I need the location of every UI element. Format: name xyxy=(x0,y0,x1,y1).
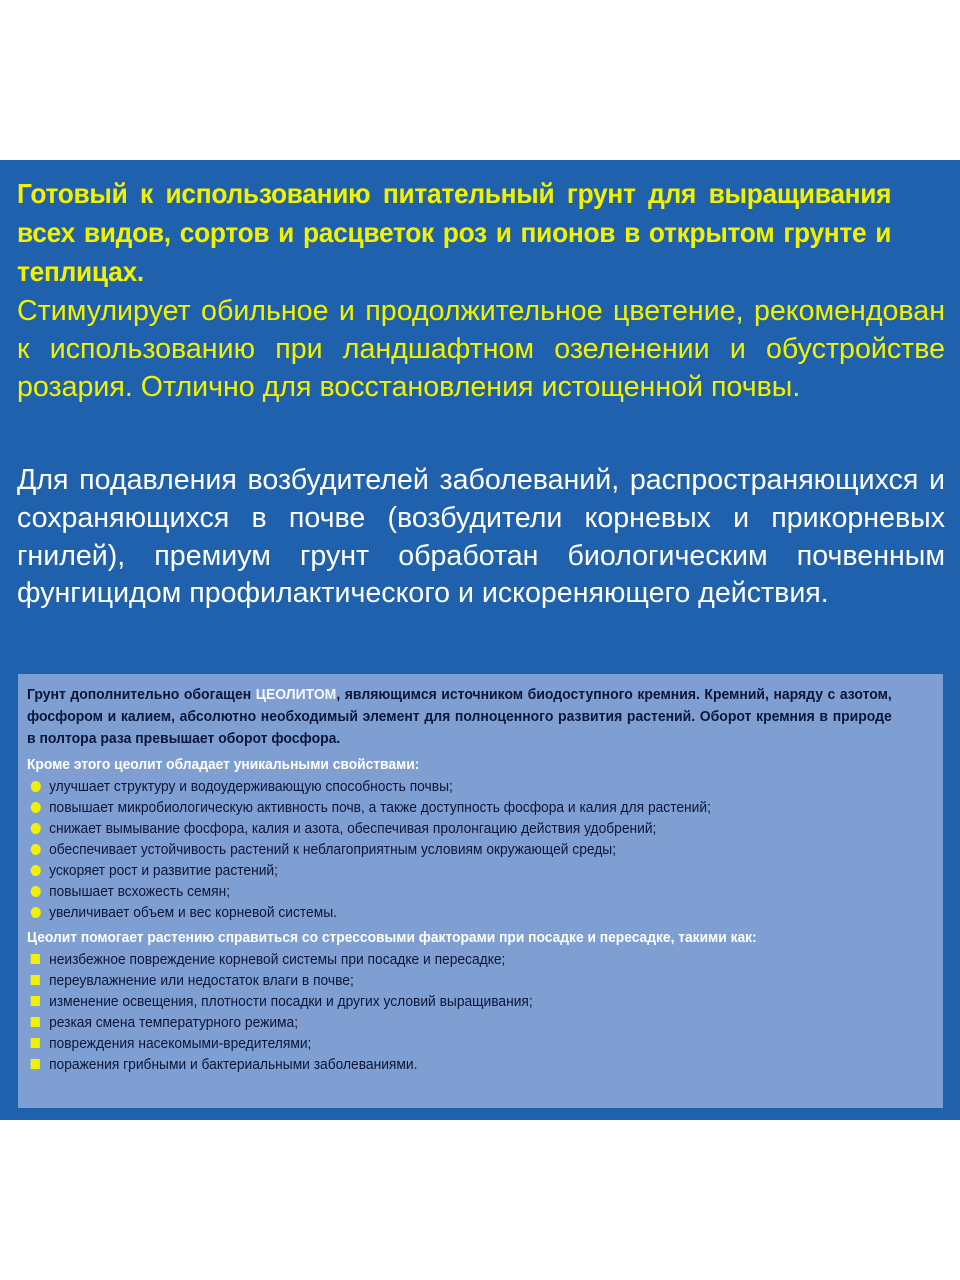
info-panel xyxy=(0,160,960,1120)
list-item xyxy=(27,860,892,881)
headline: Готовый к использованию питательный грунт для выращивания всех видов, сортов и расцветок роз и пионов в открытом грунте и теплицах. xyxy=(17,178,892,287)
property-text: увеличивает объем и вес корневой системы. xyxy=(49,904,337,921)
list-item xyxy=(27,970,892,991)
fungicide-paragraph: Для подавления возбудителей заболеваний, распространяющихся и сохраняющихся в почве (возбудители корневых и прикорневых гнилей), премиум грунт обработан биологическим почвенным фунгицидом профилактического и искореняющего действия. xyxy=(17,464,945,610)
list-item xyxy=(27,902,892,923)
benefits-paragraph: Стимулирует обильное и продолжительное цветение, рекомендован к использованию при ландшафтном озеленении и обустройстве розария. Отлично для восстановления истощенной почвы. xyxy=(17,295,945,403)
zeolite-highlight: ЦЕОЛИТОМ xyxy=(255,686,337,703)
stress-factor-text: изменение освещения, плотности посадки и других условий выращивания; xyxy=(49,993,533,1010)
property-text: повышает всхожесть семян; xyxy=(49,883,231,900)
list-item xyxy=(27,1033,892,1054)
yellow-square-bullet-icon xyxy=(31,975,40,985)
list-item xyxy=(27,797,892,818)
stress-factor-text: поражения грибными и бактериальными заболеваниями. xyxy=(49,1056,418,1073)
yellow-square-bullet-icon xyxy=(31,1038,40,1048)
intro-text-start: Грунт дополнительно обогащен xyxy=(27,686,256,703)
property-text: обеспечивает устойчивость растений к неблагоприятным условиям окружающей среды; xyxy=(49,841,617,858)
stress-factor-text: повреждения насекомыми-вредителями; xyxy=(49,1035,312,1052)
stress-factor-text: резкая смена температурного режима; xyxy=(49,1014,299,1031)
property-text: повышает микробиологическую активность почв, а также доступность фосфора и калия для растений; xyxy=(49,799,711,816)
property-text: ускоряет рост и развитие растений; xyxy=(49,862,278,879)
yellow-square-bullet-icon xyxy=(31,996,40,1006)
zeolite-intro xyxy=(27,684,892,750)
yellow-square-bullet-icon xyxy=(31,1017,40,1027)
yellow-dot-bullet-icon xyxy=(31,907,41,918)
yellow-dot-bullet-icon xyxy=(31,886,41,897)
yellow-dot-bullet-icon xyxy=(31,781,41,792)
yellow-dot-bullet-icon xyxy=(31,844,41,855)
stress-factors-list xyxy=(27,949,892,1075)
yellow-dot-bullet-icon xyxy=(31,865,41,876)
list-item xyxy=(27,1054,892,1075)
list-item xyxy=(27,776,892,797)
zeolite-info-content xyxy=(27,684,892,1075)
list-item xyxy=(27,818,892,839)
property-text: снижает вымывание фосфора, калия и азота, обеспечивая пролонгацию действия удобрений; xyxy=(49,820,657,837)
yellow-square-bullet-icon xyxy=(31,1059,40,1069)
list-item xyxy=(27,949,892,970)
yellow-dot-bullet-icon xyxy=(31,823,41,834)
list-item xyxy=(27,991,892,1012)
stress-factor-text: переувлажнение или недостаток влаги в почве; xyxy=(49,972,354,989)
list-item xyxy=(27,1012,892,1033)
list-item xyxy=(27,881,892,902)
properties-list xyxy=(27,776,892,923)
list-item xyxy=(27,839,892,860)
zeolite-info-box xyxy=(18,674,943,1108)
yellow-square-bullet-icon xyxy=(31,954,40,964)
yellow-dot-bullet-icon xyxy=(31,802,41,813)
property-text: улучшает структуру и водоудерживающую способность почвы; xyxy=(49,778,453,795)
stress-heading: Цеолит помогает растению справиться со стрессовыми факторами при посадке и пересадке, такими как: xyxy=(27,929,757,946)
properties-heading: Кроме этого цеолит обладает уникальными свойствами: xyxy=(27,756,420,773)
intro-text-end: , являющимся источником биодоступного кремния. Кремний, наряду с азотом, фосфором и калием, абсолютно необходимый элемент для полноценного развития растений. Оборот кремния в природе в полтора раза превышает оборот фосфора. xyxy=(27,686,892,747)
stress-factor-text: неизбежное повреждение корневой системы при посадке и пересадке; xyxy=(49,951,506,968)
